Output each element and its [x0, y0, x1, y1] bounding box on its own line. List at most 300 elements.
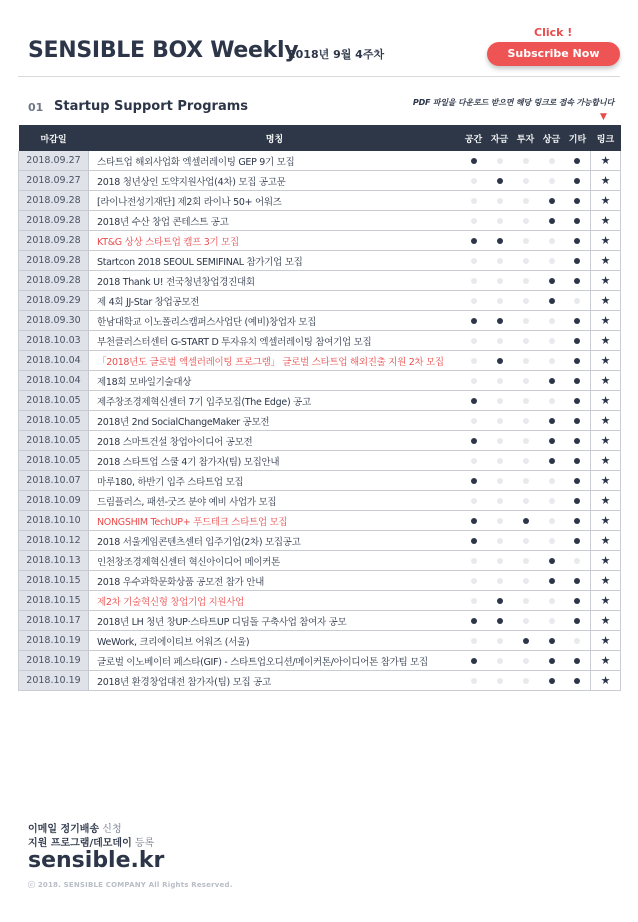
program-title-cell: 2018 Thank U! 전국청년창업경진대회 [89, 271, 461, 291]
empty-dot-icon [471, 178, 477, 184]
flag-cell-other [565, 591, 591, 611]
program-title-cell: 2018 청년상인 도약지원사업(4차) 모집 공고문 [89, 171, 461, 191]
flag-cell-investment [513, 331, 539, 351]
empty-dot-icon [574, 298, 580, 304]
empty-dot-icon [523, 298, 529, 304]
table-row [19, 271, 621, 291]
deadline-cell: 2018.09.30 [19, 311, 89, 331]
filled-dot-icon [549, 678, 555, 684]
flag-cell-other [565, 551, 591, 571]
flag-cell-investment [513, 371, 539, 391]
flag-cell-investment [513, 651, 539, 671]
flag-cell-space [461, 491, 487, 511]
deadline-cell: 2018.10.15 [19, 591, 89, 611]
filled-dot-icon [549, 558, 555, 564]
empty-dot-icon [471, 198, 477, 204]
filled-dot-icon [574, 538, 580, 544]
deadline-cell: 2018.10.17 [19, 611, 89, 631]
program-title-cell: 2018년 환경창업대전 참가자(팀) 모집 공고 [89, 671, 461, 691]
deadline-cell: 2018.10.10 [19, 511, 89, 531]
flag-cell-space [461, 531, 487, 551]
filled-dot-icon [574, 158, 580, 164]
flag-cell-funding [487, 451, 513, 471]
filled-dot-icon [574, 178, 580, 184]
flag-cell-other [565, 231, 591, 251]
filled-dot-icon [549, 218, 555, 224]
subscribe-button[interactable]: Subscribe Now [487, 42, 620, 66]
filled-dot-icon [549, 198, 555, 204]
flag-cell-prize [539, 571, 565, 591]
empty-dot-icon [523, 218, 529, 224]
program-title-cell: 2018 우수과학문화상품 공모전 참가 안내 [89, 571, 461, 591]
flag-cell-funding [487, 591, 513, 611]
empty-dot-icon [523, 378, 529, 384]
empty-dot-icon [523, 618, 529, 624]
site-url[interactable]: sensible.kr [28, 848, 165, 873]
empty-dot-icon [497, 458, 503, 464]
link-star-icon[interactable]: ★ [591, 211, 621, 231]
deadline-cell: 2018.09.28 [19, 211, 89, 231]
email-subscribe-link[interactable] [28, 820, 122, 835]
empty-dot-icon [497, 538, 503, 544]
empty-dot-icon [523, 358, 529, 364]
flag-cell-funding [487, 471, 513, 491]
deadline-cell: 2018.10.19 [19, 651, 89, 671]
flag-cell-prize [539, 451, 565, 471]
deadline-cell: 2018.10.09 [19, 491, 89, 511]
filled-dot-icon [471, 658, 477, 664]
filled-dot-icon [574, 658, 580, 664]
empty-dot-icon [523, 598, 529, 604]
program-title-cell: 제2차 기술혁신형 창업기업 지원사업 [89, 591, 461, 611]
empty-dot-icon [497, 198, 503, 204]
flag-cell-space [461, 591, 487, 611]
flag-cell-prize [539, 391, 565, 411]
program-title-cell: 2018년 LH 청년 창UP·스타트UP 디딤돌 구축사업 참여자 공모 [89, 611, 461, 631]
table-row [19, 231, 621, 251]
empty-dot-icon [523, 238, 529, 244]
table-row [19, 551, 621, 571]
flag-cell-other [565, 331, 591, 351]
flag-cell-space [461, 511, 487, 531]
empty-dot-icon [549, 618, 555, 624]
deadline-cell: 2018.09.29 [19, 291, 89, 311]
empty-dot-icon [471, 358, 477, 364]
empty-dot-icon [549, 538, 555, 544]
flag-cell-space [461, 471, 487, 491]
flag-cell-funding [487, 631, 513, 651]
deadline-cell: 2018.10.05 [19, 411, 89, 431]
column-header-funding: 자금 [487, 125, 513, 151]
filled-dot-icon [497, 178, 503, 184]
flag-cell-space [461, 611, 487, 631]
flag-cell-other [565, 411, 591, 431]
link-star-icon[interactable]: ★ [591, 171, 621, 191]
flag-cell-prize [539, 251, 565, 271]
link-star-icon[interactable]: ★ [591, 311, 621, 331]
email-subscribe-suffix: 신청 [99, 824, 122, 835]
filled-dot-icon [574, 678, 580, 684]
section-title: Startup Support Programs [54, 99, 249, 114]
link-star-icon[interactable]: ★ [591, 231, 621, 251]
table-row [19, 511, 621, 531]
flag-cell-other [565, 211, 591, 231]
empty-dot-icon [471, 298, 477, 304]
flag-cell-other [565, 391, 591, 411]
flag-cell-funding [487, 191, 513, 211]
flag-cell-other [565, 171, 591, 191]
filled-dot-icon [523, 518, 529, 524]
flag-cell-space [461, 271, 487, 291]
flag-cell-investment [513, 251, 539, 271]
flag-cell-prize [539, 211, 565, 231]
filled-dot-icon [549, 638, 555, 644]
flag-cell-other [565, 191, 591, 211]
link-star-icon[interactable]: ★ [591, 591, 621, 611]
link-star-icon[interactable]: ★ [591, 431, 621, 451]
empty-dot-icon [471, 338, 477, 344]
table-row [19, 331, 621, 351]
program-title-cell: 마루180, 하반기 입주 스타트업 모집 [89, 471, 461, 491]
table-row [19, 151, 621, 171]
table-row [19, 471, 621, 491]
program-register-link[interactable] [28, 834, 154, 849]
copyright: ⓒ 2018. SENSIBLE COMPANY All Rights Reserved. [28, 881, 233, 889]
program-register-suffix: 등록 [131, 838, 155, 849]
empty-dot-icon [523, 258, 529, 264]
empty-dot-icon [523, 458, 529, 464]
empty-dot-icon [523, 418, 529, 424]
flag-cell-prize [539, 171, 565, 191]
flag-cell-funding [487, 391, 513, 411]
table-row [19, 391, 621, 411]
empty-dot-icon [471, 258, 477, 264]
flag-cell-investment [513, 351, 539, 371]
empty-dot-icon [523, 158, 529, 164]
column-header-deadline: 마감일 [19, 125, 89, 151]
empty-dot-icon [523, 398, 529, 404]
program-title-cell: 2018 스마트건설 창업아이디어 공모전 [89, 431, 461, 451]
flag-cell-prize [539, 291, 565, 311]
section-number: 01 [28, 101, 44, 114]
empty-dot-icon [497, 678, 503, 684]
link-star-icon[interactable]: ★ [591, 271, 621, 291]
flag-cell-investment [513, 591, 539, 611]
filled-dot-icon [574, 218, 580, 224]
flag-cell-investment [513, 451, 539, 471]
table-row [19, 191, 621, 211]
link-star-icon[interactable]: ★ [591, 631, 621, 651]
flag-cell-prize [539, 651, 565, 671]
empty-dot-icon [471, 278, 477, 284]
filled-dot-icon [471, 398, 477, 404]
flag-cell-funding [487, 371, 513, 391]
empty-dot-icon [523, 438, 529, 444]
column-header-investment: 투자 [513, 125, 539, 151]
email-subscribe-label: 이메일 정기배송 [28, 824, 100, 835]
deadline-cell: 2018.10.05 [19, 431, 89, 451]
empty-dot-icon [549, 318, 555, 324]
flag-cell-space [461, 551, 487, 571]
flag-cell-funding [487, 311, 513, 331]
flag-cell-prize [539, 151, 565, 171]
deadline-cell: 2018.09.28 [19, 251, 89, 271]
flag-cell-investment [513, 411, 539, 431]
program-title-cell: KT&G 상상 스타트업 캠프 3기 모집 [89, 231, 461, 251]
flag-cell-prize [539, 531, 565, 551]
flag-cell-prize [539, 311, 565, 331]
link-star-icon[interactable]: ★ [591, 651, 621, 671]
flag-cell-investment [513, 471, 539, 491]
empty-dot-icon [471, 498, 477, 504]
empty-dot-icon [549, 258, 555, 264]
filled-dot-icon [549, 658, 555, 664]
empty-dot-icon [471, 578, 477, 584]
flag-cell-space [461, 571, 487, 591]
program-title-cell: Startcon 2018 SEOUL SEMIFINAL 참가기업 모집 [89, 251, 461, 271]
link-star-icon[interactable]: ★ [591, 331, 621, 351]
flag-cell-other [565, 531, 591, 551]
flag-cell-prize [539, 631, 565, 651]
empty-dot-icon [497, 518, 503, 524]
flag-cell-other [565, 511, 591, 531]
empty-dot-icon [523, 338, 529, 344]
flag-cell-investment [513, 291, 539, 311]
filled-dot-icon [574, 598, 580, 604]
filled-dot-icon [574, 378, 580, 384]
link-star-icon[interactable]: ★ [591, 391, 621, 411]
link-star-icon[interactable]: ★ [591, 291, 621, 311]
empty-dot-icon [497, 158, 503, 164]
deadline-cell: 2018.10.19 [19, 631, 89, 651]
deadline-cell: 2018.10.12 [19, 531, 89, 551]
filled-dot-icon [471, 438, 477, 444]
table-row [19, 591, 621, 611]
program-title-cell: 인천창조경제혁신센터 혁신아이디어 메이커톤 [89, 551, 461, 571]
flag-cell-investment [513, 151, 539, 171]
filled-dot-icon [497, 318, 503, 324]
link-star-icon[interactable]: ★ [591, 351, 621, 371]
flag-cell-other [565, 251, 591, 271]
link-star-icon[interactable]: ★ [591, 611, 621, 631]
empty-dot-icon [497, 478, 503, 484]
down-arrow-icon: ▼ [600, 112, 607, 122]
flag-cell-space [461, 331, 487, 351]
empty-dot-icon [523, 478, 529, 484]
table-row [19, 531, 621, 551]
deadline-cell: 2018.10.19 [19, 671, 89, 691]
empty-dot-icon [471, 458, 477, 464]
empty-dot-icon [523, 658, 529, 664]
link-star-icon[interactable]: ★ [591, 571, 621, 591]
deadline-cell: 2018.10.04 [19, 351, 89, 371]
filled-dot-icon [497, 618, 503, 624]
table-row [19, 251, 621, 271]
flag-cell-space [461, 211, 487, 231]
empty-dot-icon [523, 318, 529, 324]
column-header-link: 링크 [591, 125, 621, 151]
table-row [19, 491, 621, 511]
flag-cell-prize [539, 411, 565, 431]
filled-dot-icon [471, 318, 477, 324]
program-title-cell: NONGSHIM TechUP+ 푸드테크 스타트업 모집 [89, 511, 461, 531]
flag-cell-other [565, 571, 591, 591]
issue-label: 2018년 9월 4주차 [288, 48, 385, 61]
empty-dot-icon [497, 418, 503, 424]
deadline-cell: 2018.09.28 [19, 271, 89, 291]
flag-cell-funding [487, 511, 513, 531]
flag-cell-space [461, 311, 487, 331]
empty-dot-icon [471, 598, 477, 604]
empty-dot-icon [497, 438, 503, 444]
empty-dot-icon [497, 378, 503, 384]
empty-dot-icon [549, 598, 555, 604]
program-title-cell: [라이나전성기재단] 제2회 라이나 50+ 어워즈 [89, 191, 461, 211]
empty-dot-icon [497, 498, 503, 504]
filled-dot-icon [549, 418, 555, 424]
program-title-cell: 2018 스타트업 스쿨 4기 참가자(팀) 모집안내 [89, 451, 461, 471]
flag-cell-funding [487, 611, 513, 631]
program-title-cell: 2018년 2nd SocialChangeMaker 공모전 [89, 411, 461, 431]
filled-dot-icon [471, 618, 477, 624]
link-star-icon[interactable]: ★ [591, 671, 621, 691]
flag-cell-other [565, 671, 591, 691]
flag-cell-other [565, 651, 591, 671]
column-header-space: 공간 [461, 125, 487, 151]
empty-dot-icon [523, 498, 529, 504]
empty-dot-icon [497, 638, 503, 644]
header [0, 0, 638, 76]
filled-dot-icon [574, 198, 580, 204]
link-star-icon[interactable]: ★ [591, 471, 621, 491]
empty-dot-icon [471, 558, 477, 564]
flag-cell-other [565, 151, 591, 171]
filled-dot-icon [549, 578, 555, 584]
filled-dot-icon [574, 618, 580, 624]
flag-cell-space [461, 391, 487, 411]
table-row [19, 291, 621, 311]
column-header-prize: 상금 [539, 125, 565, 151]
link-star-icon[interactable]: ★ [591, 551, 621, 571]
flag-cell-prize [539, 331, 565, 351]
flag-cell-prize [539, 231, 565, 251]
link-star-icon[interactable]: ★ [591, 251, 621, 271]
filled-dot-icon [471, 518, 477, 524]
filled-dot-icon [549, 438, 555, 444]
deadline-cell: 2018.10.05 [19, 391, 89, 411]
flag-cell-other [565, 351, 591, 371]
table-row [19, 371, 621, 391]
deadline-cell: 2018.09.28 [19, 191, 89, 211]
link-star-icon[interactable]: ★ [591, 151, 621, 171]
flag-cell-funding [487, 351, 513, 371]
table-row [19, 571, 621, 591]
filled-dot-icon [471, 478, 477, 484]
flag-cell-investment [513, 391, 539, 411]
link-star-icon[interactable]: ★ [591, 511, 621, 531]
flag-cell-investment [513, 511, 539, 531]
flag-cell-space [461, 231, 487, 251]
flag-cell-other [565, 371, 591, 391]
empty-dot-icon [549, 238, 555, 244]
filled-dot-icon [497, 238, 503, 244]
deadline-cell: 2018.10.15 [19, 571, 89, 591]
empty-dot-icon [497, 658, 503, 664]
flag-cell-prize [539, 471, 565, 491]
table-row [19, 631, 621, 651]
empty-dot-icon [471, 418, 477, 424]
table-row [19, 351, 621, 371]
filled-dot-icon [497, 598, 503, 604]
column-header-name: 명칭 [89, 125, 461, 151]
flag-cell-funding [487, 331, 513, 351]
header-divider [18, 76, 620, 77]
flag-cell-investment [513, 571, 539, 591]
flag-cell-space [461, 631, 487, 651]
flag-cell-space [461, 351, 487, 371]
flag-cell-space [461, 191, 487, 211]
deadline-cell: 2018.10.04 [19, 371, 89, 391]
flag-cell-other [565, 291, 591, 311]
filled-dot-icon [574, 518, 580, 524]
deadline-cell: 2018.10.05 [19, 451, 89, 471]
deadline-cell: 2018.09.27 [19, 171, 89, 191]
filled-dot-icon [574, 318, 580, 324]
filled-dot-icon [574, 578, 580, 584]
empty-dot-icon [523, 558, 529, 564]
empty-dot-icon [471, 378, 477, 384]
link-star-icon[interactable]: ★ [591, 531, 621, 551]
flag-cell-prize [539, 371, 565, 391]
link-star-icon[interactable]: ★ [591, 191, 621, 211]
empty-dot-icon [523, 678, 529, 684]
filled-dot-icon [497, 358, 503, 364]
link-star-icon[interactable]: ★ [591, 411, 621, 431]
table-row [19, 411, 621, 431]
flag-cell-funding [487, 551, 513, 571]
empty-dot-icon [574, 558, 580, 564]
program-title-cell: 드림플러스, 패션-굿즈 분야 예비 사업가 모집 [89, 491, 461, 511]
program-title-cell: 「2018년도 글로벌 액셀러레이팅 프로그램」 글로벌 스타트업 해외진출 지원 2차 모집 [89, 351, 461, 371]
filled-dot-icon [574, 458, 580, 464]
flag-cell-other [565, 611, 591, 631]
program-title-cell: WeWork, 크리에이티브 어워즈 (서울) [89, 631, 461, 651]
flag-cell-investment [513, 171, 539, 191]
column-header-other: 기타 [565, 125, 591, 151]
flag-cell-investment [513, 491, 539, 511]
program-register-label: 지원 프로그램/데모데이 [28, 838, 132, 849]
link-star-icon[interactable]: ★ [591, 491, 621, 511]
empty-dot-icon [574, 638, 580, 644]
flag-cell-space [461, 411, 487, 431]
empty-dot-icon [549, 498, 555, 504]
deadline-cell: 2018.10.07 [19, 471, 89, 491]
filled-dot-icon [574, 418, 580, 424]
empty-dot-icon [523, 178, 529, 184]
flag-cell-prize [539, 191, 565, 211]
link-star-icon[interactable]: ★ [591, 451, 621, 471]
link-star-icon[interactable]: ★ [591, 371, 621, 391]
empty-dot-icon [549, 178, 555, 184]
flag-cell-other [565, 491, 591, 511]
flag-cell-funding [487, 151, 513, 171]
flag-cell-investment [513, 531, 539, 551]
flag-cell-funding [487, 531, 513, 551]
flag-cell-funding [487, 231, 513, 251]
filled-dot-icon [471, 238, 477, 244]
table-row [19, 171, 621, 191]
program-title-cell: 2018년 수산 창업 콘테스트 공고 [89, 211, 461, 231]
